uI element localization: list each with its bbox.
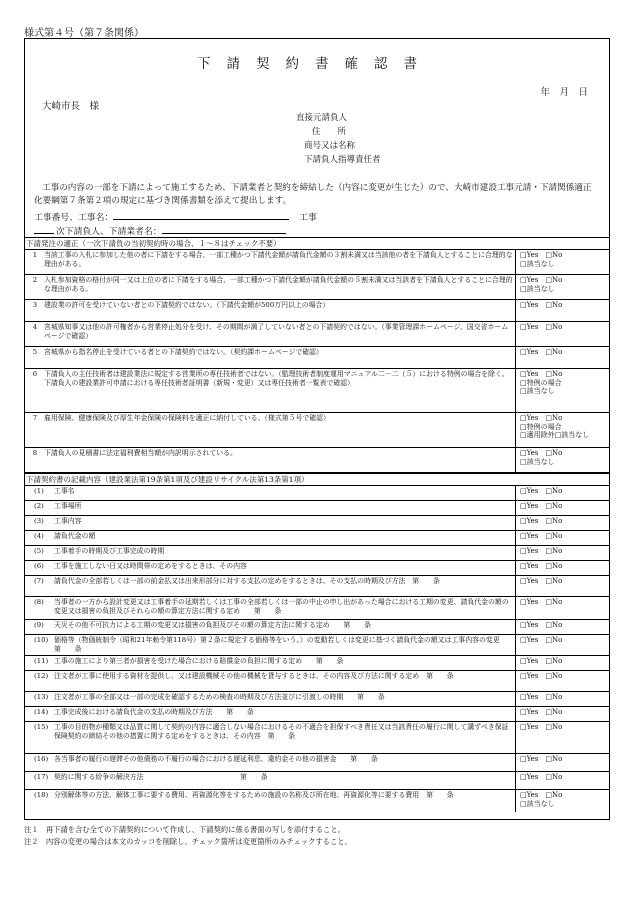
table-row [24,790,610,812]
question-text: (7) 請負代金の全部若しくは一部の前金払又は出来形部分に対する支払の定めをするときは、その支払の時期及び方法 第 条 [24,576,516,596]
question-text: 2 入札参加資格の格付が同一又は上位の者に下請をする場合、一部工種かつ下請代金額が請負代金額の５割未満又は当該者を下請負人とすることに合理的な理由がある。 [24,275,516,299]
question-text: 1 当該工事の入札に参加した他の者に下請をする場合、一部工種かつ下請代金額が請負代金額の３割未満又は当該他の者を下請負人とすることに合理的な理由がある。 [24,250,516,274]
section1-table [24,237,610,473]
check-options[interactable]: □Yes □No [520,723,563,731]
check-options[interactable]: □Yes □No [520,636,563,644]
table-row [24,722,610,754]
check-options[interactable]: □Yes □No □特例の場合 □適用除外□該当なし [520,414,590,439]
contractor-block [296,111,381,167]
table-row [24,546,610,561]
check-options[interactable]: □Yes □No □該当なし [520,791,563,808]
table-row [24,322,610,347]
question-text: 4 宮城県知事又は他の許可権者から営業停止処分を受け、その期間が満了していない者との下請契約ではない。（事業管理課ホームページ、国交省ホームページで確認） [24,322,516,346]
check-options[interactable]: □Yes □No [520,562,563,570]
check-options[interactable]: □Yes □No □該当なし [520,276,563,293]
table-row [24,656,610,671]
check-options[interactable]: □Yes □No [520,577,563,585]
table-row [24,576,610,597]
table-row [24,620,610,635]
question-text: (9) 天災その他不可抗力による工期の変更又は損害の負担及びその額の算定方法に関する定め 第 条 [24,620,516,634]
contractor-manager-label: 下請負人指導責任者 [304,155,381,165]
section2-header: 下請契約書の記載内容（建設業法第19条第1項及び建設リサイクル法第13条第1項） [24,474,610,486]
check-options[interactable]: □Yes □No [520,755,563,763]
intro-text: 工事の内容の一部を下請によって施工するため、下請業者と契約を締結した（内容に変更が生じた）ので、大崎市建設工事元請・下請関係適正化要綱第７条第２項の規定に基づき関係書類を添えて提出します。 [34,183,592,206]
question-text: (15) 工事の目的物が種類又は品質に関して契約の内容に適合しない場合におけるその不適合を担保すべき責任又は当該責任の履行に関して講ずべき保証保険契約の締結その他の措置に関する定めをするときは、その内容 第 条 [24,722,516,753]
form-number: 様式第４号（第７条関係） [24,28,144,39]
section1-header: 下請発注の適正（一次下請負の当初契約時の場合、１～８はチェック不要） [24,238,610,250]
question-text: (12) 注文者が工事に使用する資材を提供し、又は建設機械その他の機械を貸与するときは、その内容及び方法に関する定め 第 条 [24,671,516,691]
check-options[interactable]: □Yes □No [520,323,563,331]
question-text: 7 雇用保険、健康保険及び厚生年金保険の保険料を適正に納付している。（様式第５号で確認） [24,413,516,447]
table-row [24,413,610,448]
check-options[interactable]: □Yes □No [520,621,563,629]
check-options[interactable]: □Yes □No [520,502,563,510]
work-name-blank[interactable] [113,210,289,220]
check-options[interactable]: □Yes □No □特例の場合 □該当なし [520,370,563,395]
check-options[interactable]: □Yes □No [520,547,563,555]
sub-label: 次下請負人、下請業者名： [56,227,162,237]
table-row [24,300,610,322]
question-text: (17) 契約に関する紛争の解決方法 第 条 [24,772,516,789]
question-text: (11) 工事の施工により第三者が損害を受けた場合における賠償金の負担に関する定め 第 条 [24,656,516,670]
table-row [24,561,610,576]
sub-line [34,224,286,237]
table-row [24,501,610,516]
check-options[interactable]: □Yes □No [520,598,563,606]
question-text: (13) 注文者が工事の全部又は一部の完成を確認するための検査の時期及び方法並びに引渡しの時期 第 条 [24,692,516,706]
check-options[interactable]: □Yes □No [520,693,563,701]
footnotes [24,824,352,848]
contractor-name-label: 商号又は名称 [304,141,356,151]
check-options[interactable]: □Yes □No [520,657,563,665]
contractor-role: 直接元請負人 [296,113,348,123]
table-row [24,754,610,772]
table-row [24,275,610,300]
question-text: (18) 分別解体等の方法、解体工事に要する費用、再資源化等をするための施設の名称及び所在地、再資源化等に要する費用 第 条 [24,790,516,812]
question-text: (4) 請負代金の額 [24,531,516,545]
question-text: (16) 各当事者の履行の遅滞その他債務の不履行の場合における遅延利息、違約金その他の損害金 第 条 [24,754,516,771]
check-options[interactable]: □Yes □No [520,301,563,309]
table-row [24,347,610,369]
footnote: 注２ 内容の変更の場合は本文のカッコを削除し、チェック箇所は変更箇所のみチェックすること。 [24,837,352,846]
check-options[interactable]: □Yes □No □該当なし [520,449,563,466]
table-row [24,772,610,790]
question-text: (10) 価格等（物価統制令（昭和21年勅令第118号）第２条に規定する価格等をいう。）の変動若しくは変更に基づく請負代金の額又は工事内容の変更 第 条 [24,635,516,655]
work-label: 工事番号、工事名： [34,213,114,223]
footnote: 注１ 再下請を含む全ての下請契約について作成し、下請契約に係る書面の写しを添付すること。 [24,825,345,834]
addressee: 大崎市長 様 [42,101,100,112]
table-row [24,597,610,620]
question-text: (8) 当事者の一方から設計変更又は工事着手の延期若しくは工事の全部若しくは一部の中止の申し出があった場合における工期の変更、請負代金の額の変更又は損害の負担及びそれらの額の算定方法に関する定め 第 条 [24,597,516,619]
table-row [24,486,610,501]
section2-table [24,473,610,812]
check-options[interactable]: □Yes □No [520,773,563,781]
table-row [24,635,610,656]
question-text: (3) 工事内容 [24,516,516,530]
check-options[interactable]: □Yes □No □該当なし [520,251,563,268]
question-text: (1) 工事名 [24,486,516,500]
table-row [24,707,610,722]
table-row [24,671,610,692]
check-options[interactable]: □Yes □No [520,532,563,540]
work-line [34,210,317,223]
table-row [24,516,610,531]
sub-name-blank[interactable] [162,224,286,234]
table-row [24,250,610,275]
table-row [24,369,610,413]
question-text: (5) 工事着手の時期及び工事完成の時期 [24,546,516,560]
check-options[interactable]: □Yes □No [520,517,563,525]
question-text: 3 建設業の許可を受けていない者との下請契約ではない。（下請代金額が500万円以上の場合） [24,300,516,321]
check-options[interactable]: □Yes □No [520,672,563,680]
contractor-address-label: 住 所 [312,127,347,137]
tier-blank[interactable] [34,224,54,234]
work-suffix: 工事 [299,213,317,223]
question-text: (2) 工事場所 [24,501,516,515]
question-text: 6 下請負人の主任技術者は建設業法に規定する営業所の専任技術者ではない。（監理技術者制度運用マニュアル二－二（５）における特例の場合を除く。下請負人の建設業許可申請における専任技術者証明書（新規・変更）又は専任技術者一覧表で確認） [24,369,516,412]
check-options[interactable]: □Yes □No [520,487,563,495]
question-text: (6) 工事を施工しない日又は時間帯の定めをするときは、その内容 [24,561,516,575]
table-row [24,692,610,707]
date-line: 年 月 日 [540,87,588,98]
question-text: 8 下請負人の見積書に法定福利費相当額が内訳明示されている。 [24,448,516,472]
check-options[interactable]: □Yes □No [520,348,563,356]
page-title: 下請契約書確認書 [197,56,433,72]
table-row [24,448,610,473]
question-text: 5 宮城県から指名停止を受けている者との下請契約ではない。（契約課ホームページで確認） [24,347,516,368]
check-options[interactable]: □Yes □No [520,708,563,716]
question-text: (14) 工事完成後における請負代金の支払の時期及び方法 第 条 [24,707,516,721]
table-row [24,531,610,546]
